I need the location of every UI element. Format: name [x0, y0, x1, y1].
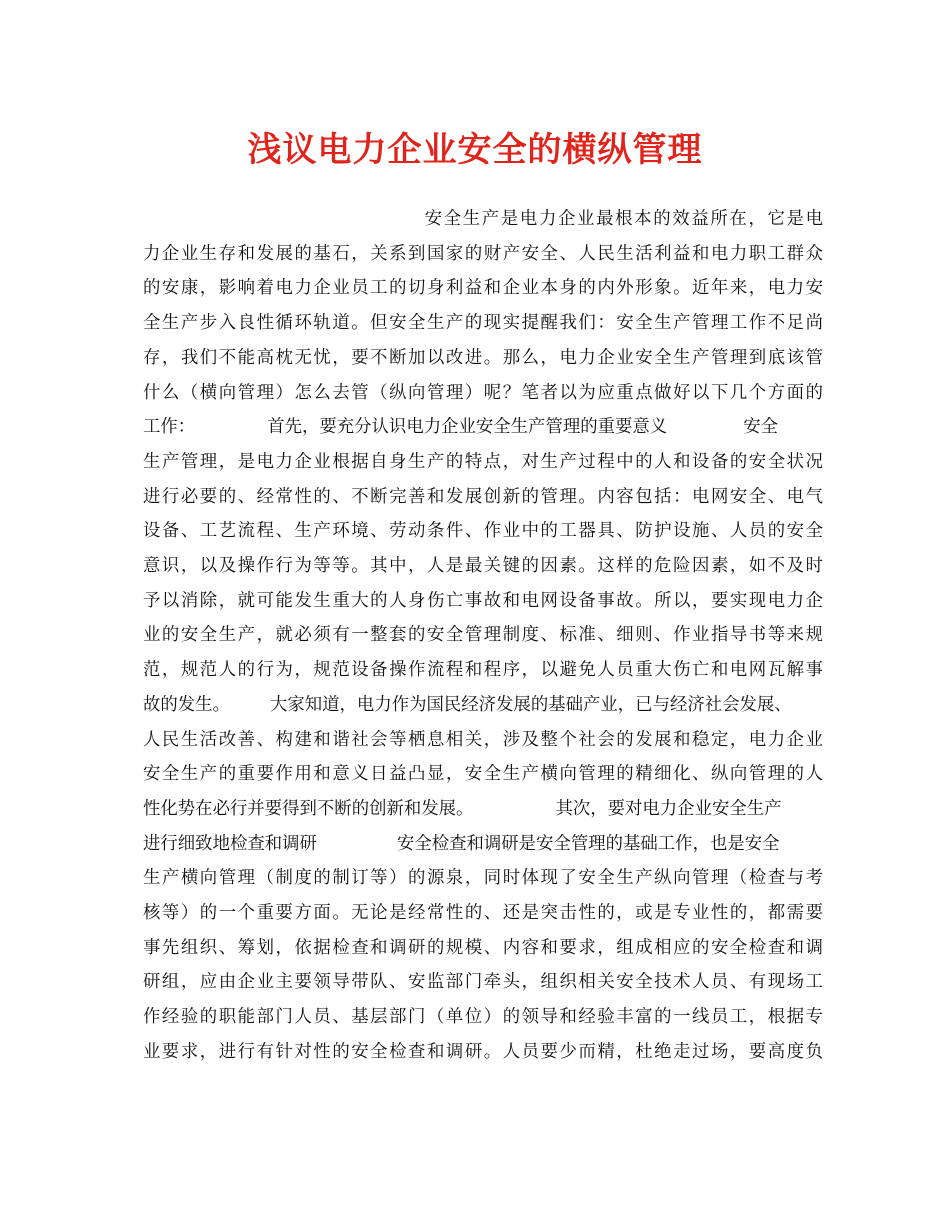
body-line-text: 设备、工艺流程、生产环境、劳动条件、作业中的工器具、防护设施、人员的安全 — [143, 521, 823, 542]
body-line-prefix: 工作： — [143, 417, 196, 438]
body-line — [143, 653, 823, 688]
body-line-prefix: 故的发生。 — [143, 694, 230, 715]
body-line-text: 安全生产是电力企业最根本的效益所在，它是电 — [423, 209, 823, 229]
body-line-text: 进行必要的、经常性的、不断完善和发展创新的管理。内容包括：电网安全、电气 — [143, 486, 823, 507]
document-body — [143, 202, 823, 1070]
body-line-text: 人民生活改善、构建和谐社会等栖息相关，涉及整个社会的发展和稳定，电力企业 — [143, 729, 823, 750]
body-line — [143, 1035, 823, 1070]
body-line — [143, 723, 823, 758]
body-line — [143, 931, 823, 966]
body-line — [143, 896, 823, 931]
body-line-suffix: 安全 — [743, 417, 778, 438]
body-line-text: 业的安全生产，就必须有一整套的安全管理制度、标准、细则、作业指导书等来规 — [143, 625, 823, 646]
body-line-text: 什么（横向管理）怎么去管（纵向管理）呢？笔者以为应重点做好以下几个方面的 — [143, 382, 823, 403]
body-line — [143, 410, 823, 445]
body-line-text: 全生产步入良性循环轨道。但安全生产的现实提醒我们：安全生产管理工作不足尚 — [143, 313, 823, 334]
body-line — [143, 757, 823, 792]
body-line — [143, 827, 823, 862]
body-line-text: 存，我们不能高枕无忧，要不断加以改进。那么，电力企业安全生产管理到底该管 — [143, 347, 823, 368]
body-line-prefix: 性化势在必行并要得到不断的创新和发展。 — [143, 798, 474, 819]
document-title: 浅议电力企业安全的横纵管理 — [247, 130, 703, 170]
body-line-text: 力企业生存和发展的基石，关系到国家的财产安全、人民生活利益和电力职工群众 — [143, 243, 823, 264]
body-line — [143, 237, 823, 272]
body-line — [143, 271, 823, 306]
body-line-text: 作经验的职能部门人员、基层部门（单位）的领导和经验丰富的一线员工，根据专 — [143, 1007, 823, 1028]
body-line-text: 意识，以及操作行为等等。其中，人是最关键的因素。这样的危险因素，如不及时 — [143, 556, 823, 577]
body-line-text: 予以消除，就可能发生重大的人身伤亡事故和电网设备事故。所以，要实现电力企 — [143, 590, 823, 611]
body-line-text: 大家知道，电力作为国民经济发展的基础产业，已与经济社会发展、 — [269, 694, 792, 715]
body-line-text: 研组，应由企业主要领导带队、安监部门牵头，组织相关安全技术人员、有现场工 — [143, 972, 823, 993]
body-line — [143, 549, 823, 584]
body-line — [143, 445, 823, 480]
body-line-text: 事先组织、筹划，依据检查和调研的规模、内容和要求，组成相应的安全检查和调 — [143, 937, 823, 958]
body-line — [143, 861, 823, 896]
body-line — [143, 688, 823, 723]
body-line — [143, 306, 823, 341]
body-line — [143, 792, 823, 827]
section-heading: 其次，要对电力企业安全生产 — [555, 798, 782, 819]
body-line — [143, 480, 823, 515]
section-heading: 首先，要充分认识电力企业安全生产管理的重要意义 — [267, 417, 668, 438]
body-line — [143, 514, 823, 549]
body-line — [143, 618, 823, 653]
body-line — [143, 1000, 823, 1035]
body-line — [143, 965, 823, 1000]
body-line-text: 核等）的一个重要方面。无论是经常性的、还是突击性的，或是专业性的，都需要 — [143, 903, 823, 924]
body-line-text: 生产管理，是电力企业根据自身生产的特点，对生产过程中的人和设备的安全状况 — [143, 451, 823, 472]
body-line — [143, 341, 823, 376]
section-heading: 进行细致地检查和调研 — [143, 833, 317, 854]
body-line-text: 安全检查和调研是安全管理的基础工作，也是安全 — [396, 833, 780, 854]
body-line-text: 范，规范人的行为，规范设备操作流程和程序，以避免人员重大伤亡和电网瓦解事 — [143, 660, 823, 681]
body-line-text: 业要求，进行有针对性的安全检查和调研。人员要少而精，杜绝走过场，要高度负 — [143, 1041, 823, 1062]
body-line-text: 的安康，影响着电力企业员工的切身利益和企业本身的内外形象。近年来，电力安 — [143, 278, 823, 299]
body-line — [143, 584, 823, 619]
body-line — [143, 202, 823, 237]
body-line-text: 安全生产的重要作用和意义日益凸显，安全生产横向管理的精细化、纵向管理的人 — [143, 764, 823, 785]
body-line-text: 生产横向管理（制度的制订等）的源泉，同时体现了安全生产纵向管理（检查与考 — [143, 868, 823, 889]
body-line — [143, 376, 823, 411]
